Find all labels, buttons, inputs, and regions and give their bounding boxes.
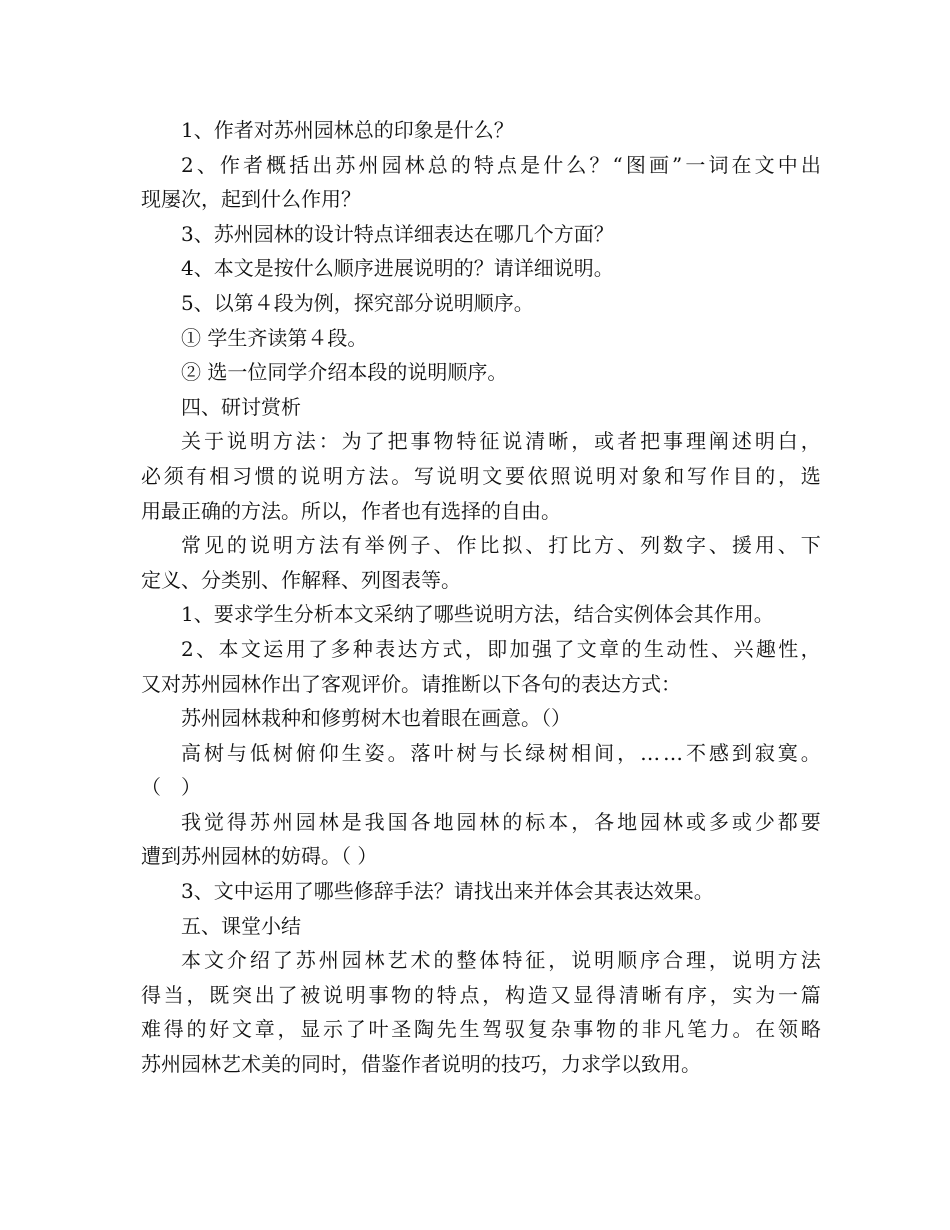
text-line: 常 见 的 说 明 方 法 有 举 例 子 、 作 比 拟 、 打 比 方 、 列 数 字 、 援 用 、 下: [181, 533, 821, 558]
text-line: 1、作者对苏州园林总的印象是什么？: [181, 118, 514, 142]
text-line: 5、以第４段为例，探究部分说明顺序。: [181, 290, 534, 315]
text-line: 必 须 有 相 习 惯 的 说 明 方 法 。 写 说 明 文 要 依 照 说 明 对 象 和 写 作 目 的 ， 选: [141, 463, 821, 488]
text-line: 苏州园林艺术美的同时，借鉴作者说明的技巧，力求学以致用。: [141, 1052, 701, 1077]
text-line: 我 觉 得 苏 州 园 林 是 我 国 各 地 园 林 的 标 本 ， 各 地 园 林 或 多 或 少 都 要: [181, 809, 821, 834]
text-line: 3、文中运用了哪些修辞手法？请找出来并体会其表达效果。: [181, 879, 714, 904]
text-line: 难 得 的 好 文 章 ， 显 示 了 叶 圣 陶 先 生 驾 驭 复 杂 事 物 的 非 凡 笔 力 。 在 领 略: [141, 1017, 821, 1042]
text-line: 遭到苏州园林的妨碍。（ ）: [141, 844, 378, 869]
text-line: 1、要求学生分析本文采纳了哪些说明方法，结合实例体会其作用。: [181, 602, 774, 627]
text-line: 关 于 说 明 方 法 ： 为 了 把 事 物 特 征 说 清 晰 ， 或 者 把 事 理 阐 述 明 白 ，: [181, 429, 821, 454]
text-line: （ ）: [141, 775, 201, 800]
text-line: 现屡次，起到什么作用？: [141, 187, 361, 212]
document-body: [141, 113, 821, 1082]
text-line: 2 、 本 文 运 用 了 多 种 表 达 方 式 ， 即 加 强 了 文 章 的 生 动 性 、 兴 趣 性 ，: [181, 636, 821, 661]
text-line: 五、课堂小结: [181, 913, 301, 938]
text-line: 4、本文是按什么顺序进展说明的？请详细说明。: [181, 256, 614, 281]
text-line: 苏州园林栽种和修剪树木也着眼在画意。（）: [181, 706, 571, 731]
text-line: ① 学生齐读第４段。: [181, 325, 368, 350]
text-line: 用最正确的方法。所以，作者也有选择的自由。: [141, 498, 561, 523]
text-line: 3、苏州园林的设计特点详细表达在哪几个方面？: [181, 221, 614, 246]
text-line: 四、研讨赏析: [181, 394, 301, 419]
text-line: 得 当 ， 既 突 出 了 被 说 明 事 物 的 特 点 ， 构 造 又 显 得 清 晰 有 序 ， 实 为 一 篇: [141, 982, 821, 1007]
text-line: 高 树 与 低 树 俯 仰 生 姿 。 落 叶 树 与 长 绿 树 相 间 ， … … 不 感 到 寂 寞 。: [181, 740, 821, 765]
text-line: 本 文 介 绍 了 苏 州 园 林 艺 术 的 整 体 特 征 ， 说 明 顺 序 合 理 ， 说 明 方 法: [181, 948, 821, 973]
text-line: ② 选一位同学介绍本段的说明顺序。: [181, 360, 508, 385]
text-line: 定义、分类别、作解释、列图表等。: [141, 567, 461, 592]
text-line: 2 、 作 者 概 括 出 苏 州 园 林 总 的 特 点 是 什 么 ？ “ 图 画 ” 一 词 在 文 中 出: [181, 152, 821, 177]
text-line: 又对苏州园林作出了客观评价。请推断以下各句的表达方式：: [141, 671, 681, 696]
